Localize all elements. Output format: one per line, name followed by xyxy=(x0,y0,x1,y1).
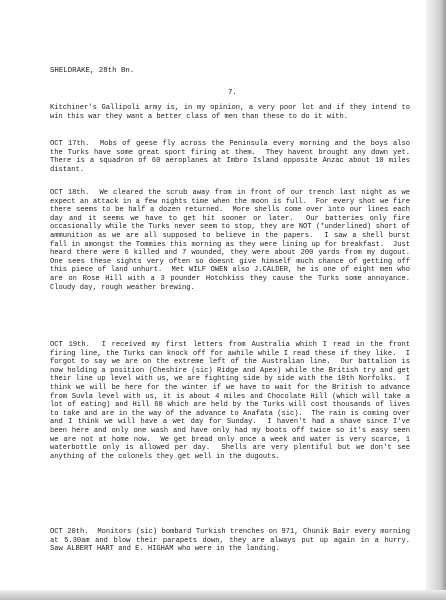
document-heading: SHELDRAKE, 28th Bn. xyxy=(50,67,135,75)
diary-entry-oct-18: OCT 18th. We cleared the scrub away from in front of our trench last night as we expect an attack in a few nights time when the moon is full. For every shot we fire there seems to be half a dozen returned. More shells come over into our lines each day and it seems we have to get hit sooner or later. Our batteries only fire occasionally while the Turks never seem to stop, they are NOT (*underlined) short of ammunition as we are all supposed to believe in the papers. I saw a shell burst fall in amongst the Tommies this morning as they were lining up for breakfast. Just heard there were 6 killed and 7 wounded, they were about 200 yards from my dugout. One sees these sights very often so doesnt give himself much chance of getting off this piece of land unhurt. Met WILF OWEN also J.CALDER, he is one of eight men who are on Rose Hill with a 3 pounder Hotchkiss they cause the Turks some annoyance. Cloudy day, rough weather brewing. xyxy=(50,189,419,292)
page-number: 7. xyxy=(228,89,237,97)
diary-entry-oct-19: OCT 19th. I received my first letters from Australia which I read in the front firing line, the Turks can knock off for awhile while I read these if they like. I forgot to say we are on the extreme left of the Australian line. Our battalion is now holding a position (Cheshire (sic) Ridge and Apex) while the British try and get their line up level with us, we are fighting side by side with the 10th Norfolks. I think we will be here for the winter if we have to wait for the British to advance from Suvla level with us, it is about 4 miles and Chocolate Hill (which will take a lot of eating) and Hill 60 which are held by the Turks will cost thousands of lives to take and are in the way of the advance to Anafata (sic). The rain is coming over and I think we will have a wet day for Sunday. I haven't had a shave since I've been here and only one wash and have only had my boots off twice so it's easy seen we are not at home now. We get bread only once a week and water is very scarce, 1 waterbottle only is allowed per day. Shells are very plentiful but we don't see anything of the colonels they get well in the dugouts. xyxy=(50,341,415,461)
diary-entry-oct-20: OCT 20th. Monitors (sic) bombard Turkish trenches on 971, Chunik Bair every morning at 5.30am and blow their parapets down, they are always put up again in a hurry. Saw ALBERT HART and E. HIGHAM who were in the landing. xyxy=(50,528,419,554)
page-bottom-edge xyxy=(0,590,446,600)
diary-paragraph: Kitchiner's Gallipoli army is, in my opinion, a very poor lot and if they intend to win this war they want a better class of men than these to do it with. xyxy=(50,104,415,121)
page-edge-shadow xyxy=(426,0,446,600)
diary-entry-oct-17: OCT 17th. Mobs of geese fly across the Peninsula every morning and the boys also the Turks have some great sport firing at them. They havent brought any down yet. There is a squadron of 60 aeroplanes at Imbro Island opposite Anzac about 10 miles distant. xyxy=(50,140,419,174)
